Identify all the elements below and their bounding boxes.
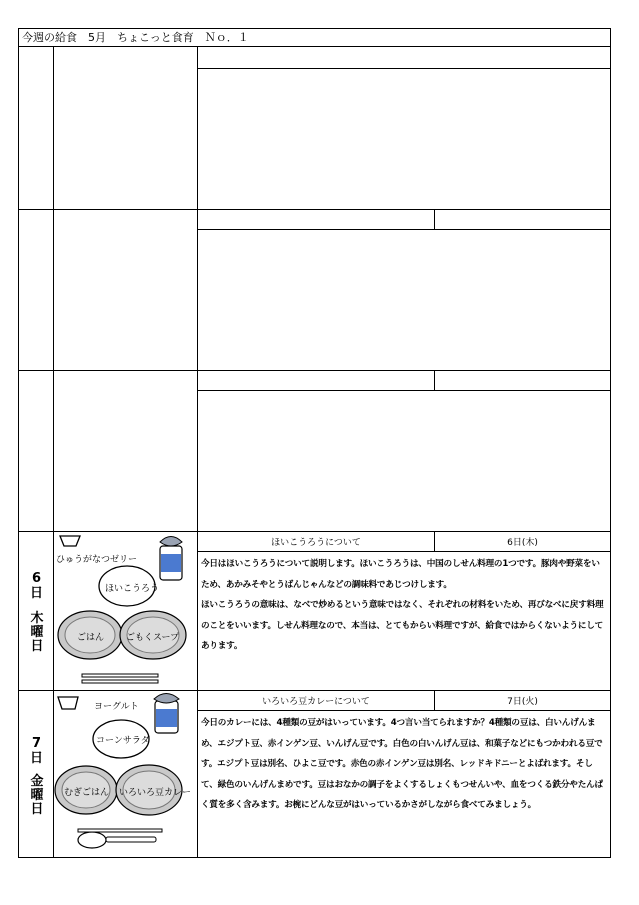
- day-cell: [19, 691, 54, 857]
- day-cell: [19, 371, 54, 531]
- topic-title: ほいこうろうについて: [271, 538, 361, 548]
- topic-header: [198, 691, 610, 711]
- text-cell: [198, 210, 610, 370]
- date-unit: 日: [29, 751, 43, 766]
- menu-cell: [54, 47, 198, 209]
- text-cell: [198, 691, 610, 857]
- chopsticks-icon: [82, 674, 158, 677]
- soup-label: ごもくスープ: [126, 633, 180, 643]
- day-cell: [19, 532, 54, 690]
- date-number: 6: [31, 571, 42, 586]
- empty-row-1: [19, 47, 610, 209]
- rice-label: むぎごはん: [64, 788, 110, 798]
- menu-cell: [54, 210, 198, 370]
- topic-body: [201, 554, 607, 657]
- date-number: 7: [31, 736, 42, 751]
- main-dish-label: コーンサラダ: [96, 736, 150, 746]
- paragraph: ほいこうろうの意味は、なべで炒めるという意味ではなく、それぞれの材料をいため、再びなべに戻す料理のことをいいます。しせん料理なので、本当は、とてもからい料理ですが、給食ではからくないようにしてあります。: [201, 600, 604, 651]
- main-dish-label: ほいこうろう: [105, 584, 160, 594]
- empty-row-3: [19, 370, 610, 531]
- yogurt-cup-icon: [58, 697, 78, 709]
- paragraph: 今日はほいこうろうについて説明します。ほいこうろうは、中国のしせん料理の1つです。豚肉や野菜をいため、あかみそやとうばんじゃんなどの調味料であじつけします。: [201, 559, 600, 590]
- day-cell: [19, 210, 54, 370]
- tray-illustration: [54, 691, 198, 857]
- dessert-label: ひゅうがなつゼリー: [56, 555, 138, 565]
- menu-sheet: [18, 28, 611, 858]
- weekday: 金曜日: [30, 774, 44, 817]
- menu-illustration: [54, 691, 198, 857]
- weekday: 木曜日: [30, 611, 44, 654]
- spoon-icon: [78, 832, 106, 848]
- day-row-7: [19, 690, 610, 857]
- menu-illustration: [54, 532, 198, 690]
- text-cell: [198, 532, 610, 690]
- empty-header-strip: [198, 47, 610, 69]
- topic-date: 6日(木): [507, 538, 538, 548]
- dessert-label: ヨーグルト: [94, 702, 139, 712]
- date-unit: 日: [29, 586, 43, 601]
- day-cell: [19, 47, 54, 209]
- topic-body: [201, 713, 607, 816]
- empty-row-2: [19, 209, 610, 370]
- text-cell: [198, 47, 610, 209]
- topic-header: [198, 210, 610, 230]
- header-divider: [434, 210, 435, 230]
- day-row-6: [19, 531, 610, 690]
- menu-cell: [54, 371, 198, 531]
- topic-header: [198, 532, 610, 552]
- header-divider: [434, 371, 435, 391]
- topic-header: [198, 371, 610, 391]
- text-cell: [198, 371, 610, 531]
- cup-icon: [60, 536, 80, 546]
- sheet-title: 今週の給食 5月 ちょこっと食育 Ｎｏ．１: [19, 29, 610, 47]
- soup-label: いろいろ豆カレー: [119, 788, 192, 798]
- paragraph: 今日のカレーには、4種類の豆がはいっています。4つ言い当てられますか？4種類の豆は、白いんげんまめ、エジプト豆、赤インゲン豆、いんげん豆です。白色の白いんげん豆は、和菓子などにもつかわれる豆です。エジプト豆は別名、ひよこ豆です。赤色の赤インゲン豆は別名、レッドキドニーとよばれます。そして、緑色のいんげんまめです。豆はおなかの調子をよくするしょくもつせんいや、血をつくる鉄分やたんぱく質を多く含みます。お椀にどんな豆がはいっているかさがしながら食べてみましょう。: [201, 718, 603, 810]
- chopsticks-icon: [78, 829, 162, 832]
- topic-date: 7日(火): [507, 697, 538, 707]
- topic-title: いろいろ豆カレーについて: [262, 697, 370, 707]
- rice-label: ごはん: [77, 633, 105, 643]
